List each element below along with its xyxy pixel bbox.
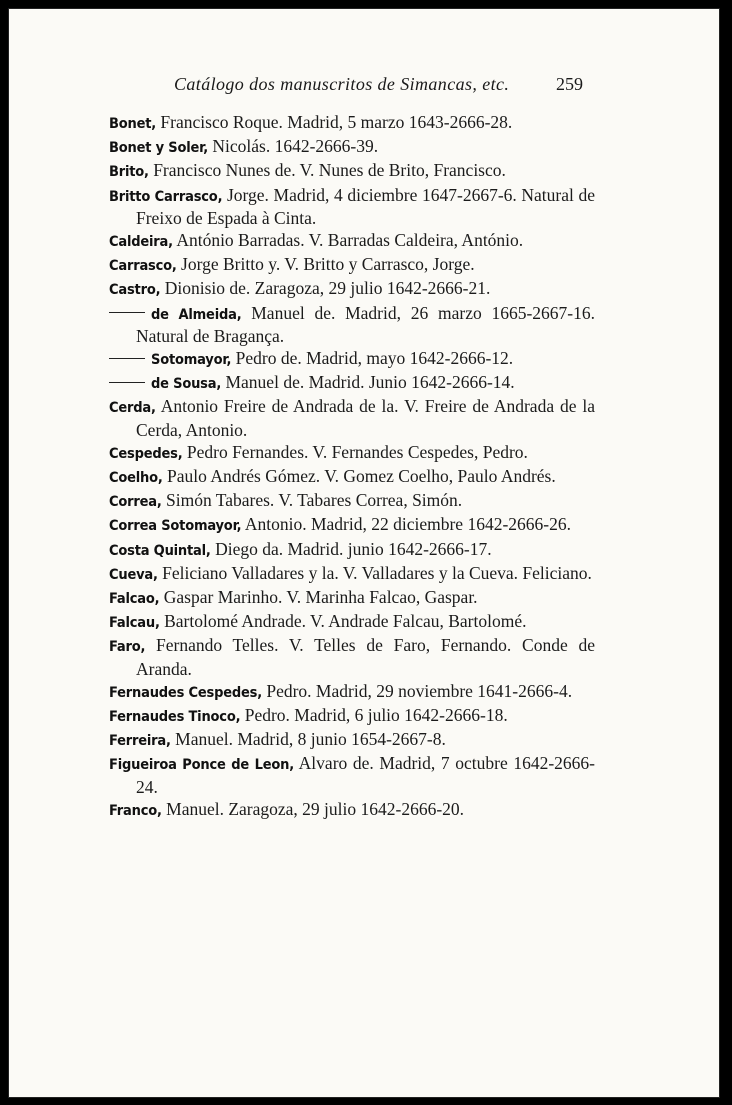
entry-text: Manuel de. Madrid, 26 marzo 1665-2667-16. Natural de Bragança.: [136, 302, 596, 346]
entry-heading: de Sousa,: [151, 376, 222, 393]
entry-text: Pedro Fernandes. V. Fernandes Cespedes, Pedro.: [186, 441, 528, 462]
catalog-entry: [109, 611, 595, 634]
catalog-entry: [109, 563, 595, 586]
book-page: [8, 8, 720, 1098]
catalog-entry: [109, 160, 595, 183]
entry-text: Dionisio de. Zaragoza, 29 julio 1642-2666-21.: [164, 278, 491, 299]
entry-heading: Cueva,: [109, 566, 158, 583]
entry-text: Manuel. Zaragoza, 29 julio 1642-2666-20.: [166, 798, 465, 819]
catalog-entry: [109, 442, 595, 465]
entry-text: Francisco Roque. Madrid, 5 marzo 1643-2666-28.: [160, 112, 513, 132]
entry-heading: Ferreira,: [109, 733, 171, 750]
page-number: 259: [556, 74, 583, 94]
entry-text: Manuel. Madrid, 8 junio 1654-2667-8.: [175, 729, 446, 750]
entry-text: Antonio. Madrid, 22 diciembre 1642-2666-26.: [244, 514, 571, 535]
running-title: Catálogo dos manuscritos de Simancas, etc.: [174, 74, 510, 94]
entry-text: Nicolás. 1642-2666-39.: [212, 136, 379, 157]
catalog-entry: [109, 230, 595, 253]
entry-heading: Fernaudes Cespedes,: [109, 684, 262, 701]
entry-text: Antonio Freire de Andrada de la. V. Freire de Andrada de la Cerda, Antonio.: [136, 396, 595, 440]
entry-heading: Franco,: [109, 802, 162, 819]
entry-text: Feliciano Valladares y la. V. Valladares y la Cueva. Feliciano.: [162, 562, 592, 583]
entry-heading: Faro,: [109, 639, 146, 656]
entry-heading: Coelho,: [109, 470, 163, 487]
catalog-subentry: [109, 372, 595, 395]
entry-heading: Castro,: [109, 282, 161, 299]
catalog-entry: [109, 635, 595, 679]
ditto-dash: [109, 312, 145, 313]
entry-heading: Caldeira,: [109, 234, 173, 251]
entry-text: Jorge. Madrid, 4 diciembre 1647-2667-6. Natural de Freixo de Espada à Cinta.: [136, 184, 595, 228]
entry-heading: Bonet,: [109, 116, 157, 132]
entry-text: Manuel de. Madrid. Junio 1642-2666-14.: [225, 372, 515, 393]
entry-heading: Cespedes,: [109, 445, 183, 462]
ditto-dash: [109, 358, 145, 359]
catalog-entry: [109, 278, 595, 301]
entry-text: Pedro de. Madrid, mayo 1642-2666-12.: [235, 348, 514, 369]
catalog-entry: [109, 466, 595, 489]
entry-text: Jorge Britto y. V. Britto y Carrasco, Jorge.: [181, 254, 475, 275]
entry-heading: Bonet y Soler,: [109, 140, 208, 157]
catalog-entry: [109, 729, 595, 752]
entry-text: Pedro. Madrid, 6 julio 1642-2666-18.: [244, 705, 508, 726]
catalog-entry: [109, 799, 595, 822]
entry-heading: Cerda,: [109, 400, 156, 417]
catalog-entry: [109, 396, 595, 440]
running-header: [8, 74, 720, 104]
catalog-entry: [109, 587, 595, 610]
entry-text: Diego da. Madrid. junio 1642-2666-17.: [215, 538, 492, 559]
entry-heading: Carrasco,: [109, 258, 177, 275]
catalog-entry: [109, 539, 595, 562]
entry-text: Fernando Telles. V. Telles de Faro, Fernando. Conde de Aranda.: [136, 635, 596, 679]
entry-heading: Correa,: [109, 494, 162, 511]
entry-heading: Sotomayor,: [151, 352, 232, 369]
entry-heading: Falcao,: [109, 591, 160, 608]
catalog-entry: [109, 705, 595, 728]
catalog-entry: [109, 136, 595, 159]
catalog-entry: [109, 112, 595, 135]
entry-heading: Fernaudes Tinoco,: [109, 709, 241, 726]
catalog-entry: [109, 681, 595, 704]
catalog-entry: [109, 490, 595, 513]
catalog-subentry: [109, 348, 595, 371]
catalog-entry: [109, 185, 595, 229]
entry-heading: de Almeida,: [151, 306, 242, 323]
entry-heading: Costa Quintal,: [109, 542, 211, 559]
entry-heading: Correa Sotomayor,: [109, 518, 242, 535]
catalog-subentry: [109, 303, 595, 347]
entry-text: Bartolomé Andrade. V. Andrade Falcau, Bartolomé.: [164, 611, 527, 632]
entry-text: António Barradas. V. Barradas Caldeira, António.: [176, 230, 524, 251]
catalog-entry: [109, 753, 595, 797]
entry-heading: Brito,: [109, 164, 149, 181]
catalog-entry: [109, 514, 595, 537]
entry-heading: Figueiroa Ponce de Leon,: [109, 757, 295, 774]
entry-text: Simón Tabares. V. Tabares Correa, Simón.: [166, 490, 463, 511]
catalog-entries: [109, 112, 595, 823]
entry-text: Francisco Nunes de. V. Nunes de Brito, Francisco.: [153, 160, 506, 181]
entry-heading: Britto Carrasco,: [109, 188, 223, 205]
entry-heading: Falcau,: [109, 615, 160, 632]
ditto-dash: [109, 382, 145, 383]
entry-text: Gaspar Marinho. V. Marinha Falcao, Gaspar.: [163, 587, 478, 608]
entry-text: Pedro. Madrid, 29 noviembre 1641-2666-4.: [266, 680, 573, 701]
entry-text: Alvaro de. Madrid, 7 octubre 1642-2666-24.: [136, 753, 595, 797]
catalog-entry: [109, 254, 595, 277]
entry-text: Paulo Andrés Gómez. V. Gomez Coelho, Paulo Andrés.: [167, 466, 556, 487]
